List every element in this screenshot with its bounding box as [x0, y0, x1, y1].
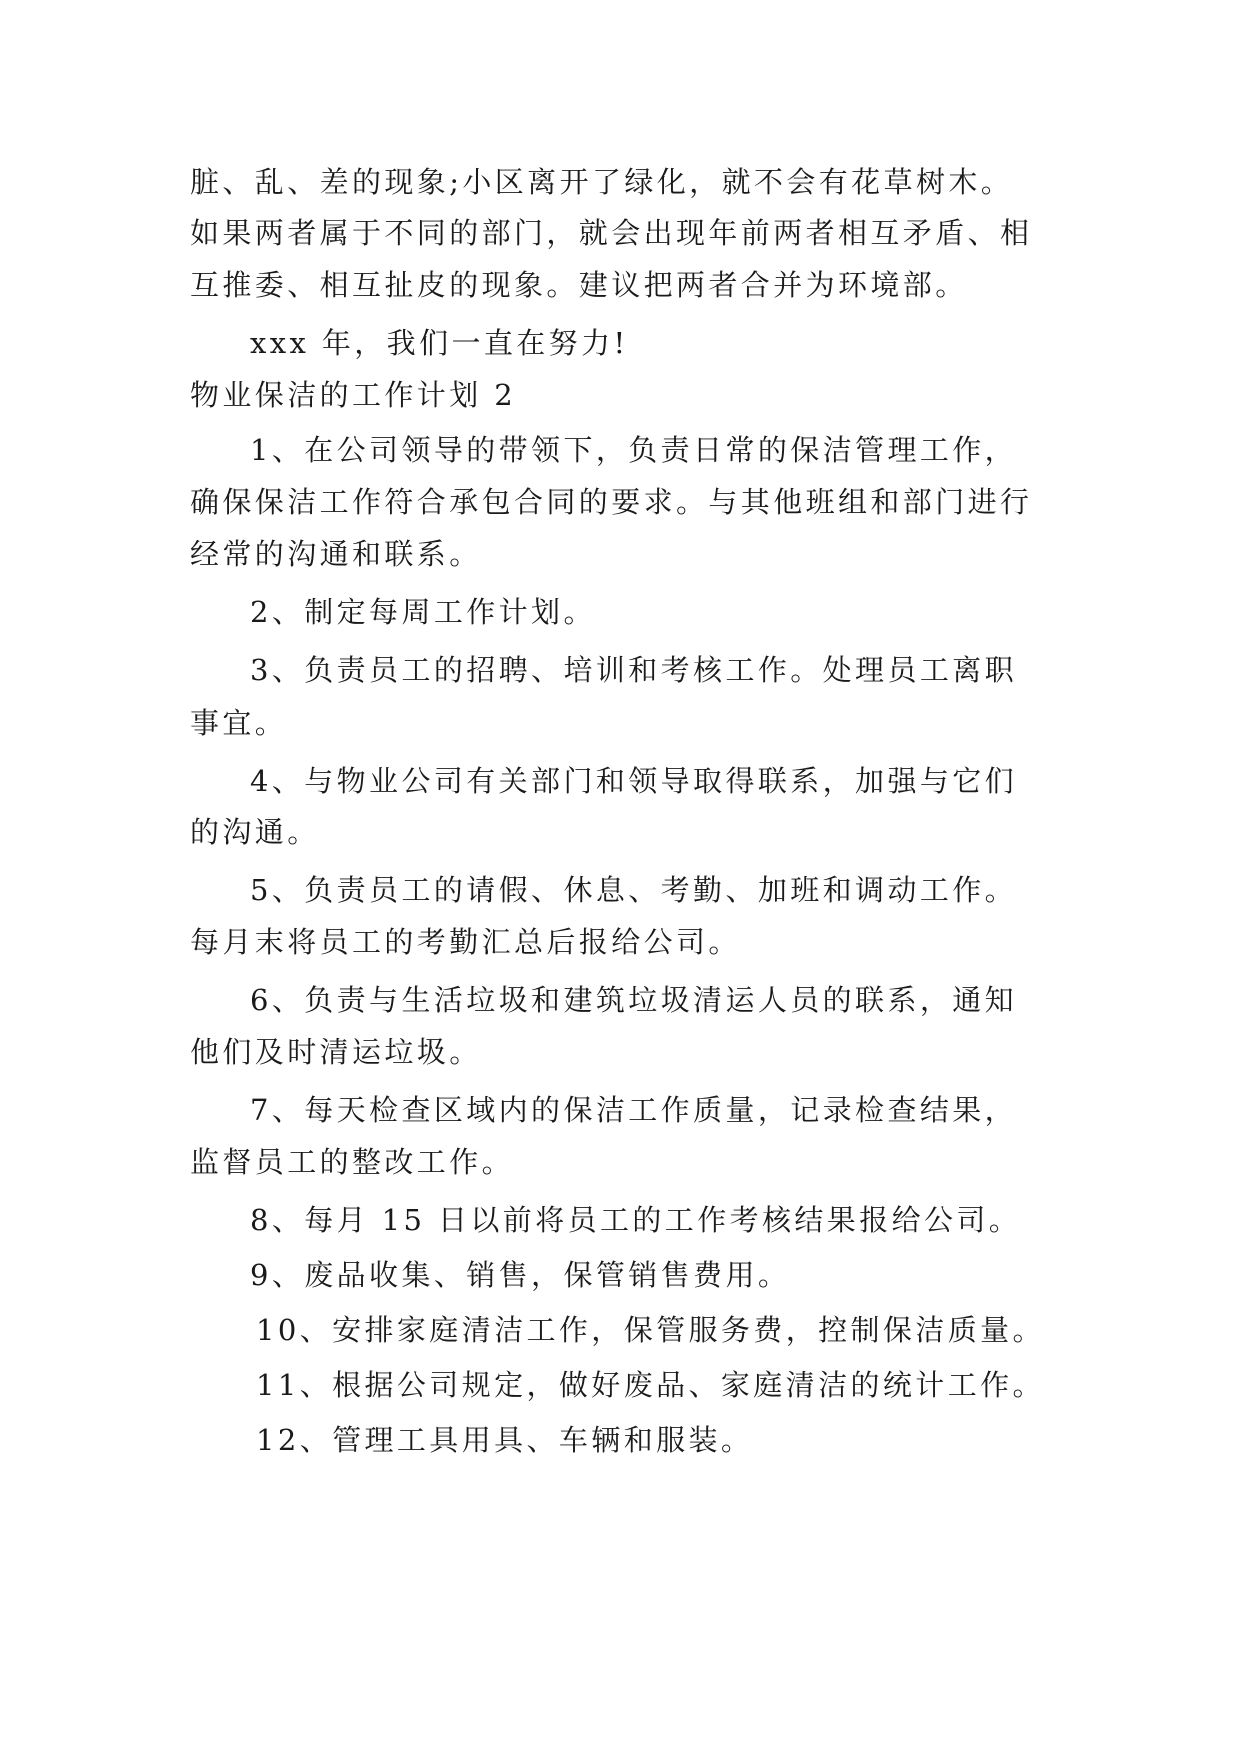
item-6-line-2: 他们及时清运垃圾。: [190, 1035, 482, 1069]
item-8-line-1: 8、每月 15 日以前将员工的工作考核结果报给公司。: [250, 1203, 1022, 1237]
item-10-line-1: 10、安排家庭清洁工作，保管服务费，控制保洁质量。: [256, 1313, 1045, 1347]
item-6-line-1: 6、负责与生活垃圾和建筑垃圾清运人员的联系，通知: [250, 983, 1018, 1017]
item-1-line-3: 经常的沟通和联系。: [190, 537, 482, 571]
item-7-line-2: 监督员工的整改工作。: [190, 1145, 515, 1179]
item-7-line-1: 7、每天检查区域内的保洁工作质量，记录检查结果，: [250, 1093, 1018, 1127]
item-5-line-1: 5、负责员工的请假、休息、考勤、加班和调动工作。: [250, 873, 1018, 907]
section-title: 物业保洁的工作计划 2: [190, 378, 517, 412]
intro-line-1: 脏、乱、差的现象;小区离开了绿化，就不会有花草树木。: [190, 165, 1014, 199]
item-1-line-1: 1、在公司领导的带领下，负责日常的保洁管理工作，: [250, 433, 1018, 467]
closing-line: xxx 年，我们一直在努力!: [250, 326, 629, 360]
item-3-line-1: 3、负责员工的招聘、培训和考核工作。处理员工离职: [250, 653, 1018, 687]
item-1-line-2: 确保保洁工作符合承包合同的要求。与其他班组和部门进行: [190, 485, 1033, 519]
item-3-line-2: 事宜。: [190, 706, 288, 740]
item-4-line-2: 的沟通。: [190, 815, 320, 849]
item-12-line-1: 12、管理工具用具、车辆和服装。: [256, 1423, 754, 1457]
intro-line-3: 互推委、相互扯皮的现象。建议把两者合并为环境部。: [190, 268, 968, 302]
item-4-line-1: 4、与物业公司有关部门和领导取得联系，加强与它们: [250, 764, 1018, 798]
item-5-line-2: 每月末将员工的考勤汇总后报给公司。: [190, 925, 741, 959]
item-9-line-1: 9、废品收集、销售，保管销售费用。: [250, 1258, 791, 1292]
item-11-line-1: 11、根据公司规定，做好废品、家庭清洁的统计工作。: [256, 1368, 1045, 1402]
item-2-line-1: 2、制定每周工作计划。: [250, 595, 596, 629]
intro-line-2: 如果两者属于不同的部门，就会出现年前两者相互矛盾、相: [190, 216, 1033, 250]
